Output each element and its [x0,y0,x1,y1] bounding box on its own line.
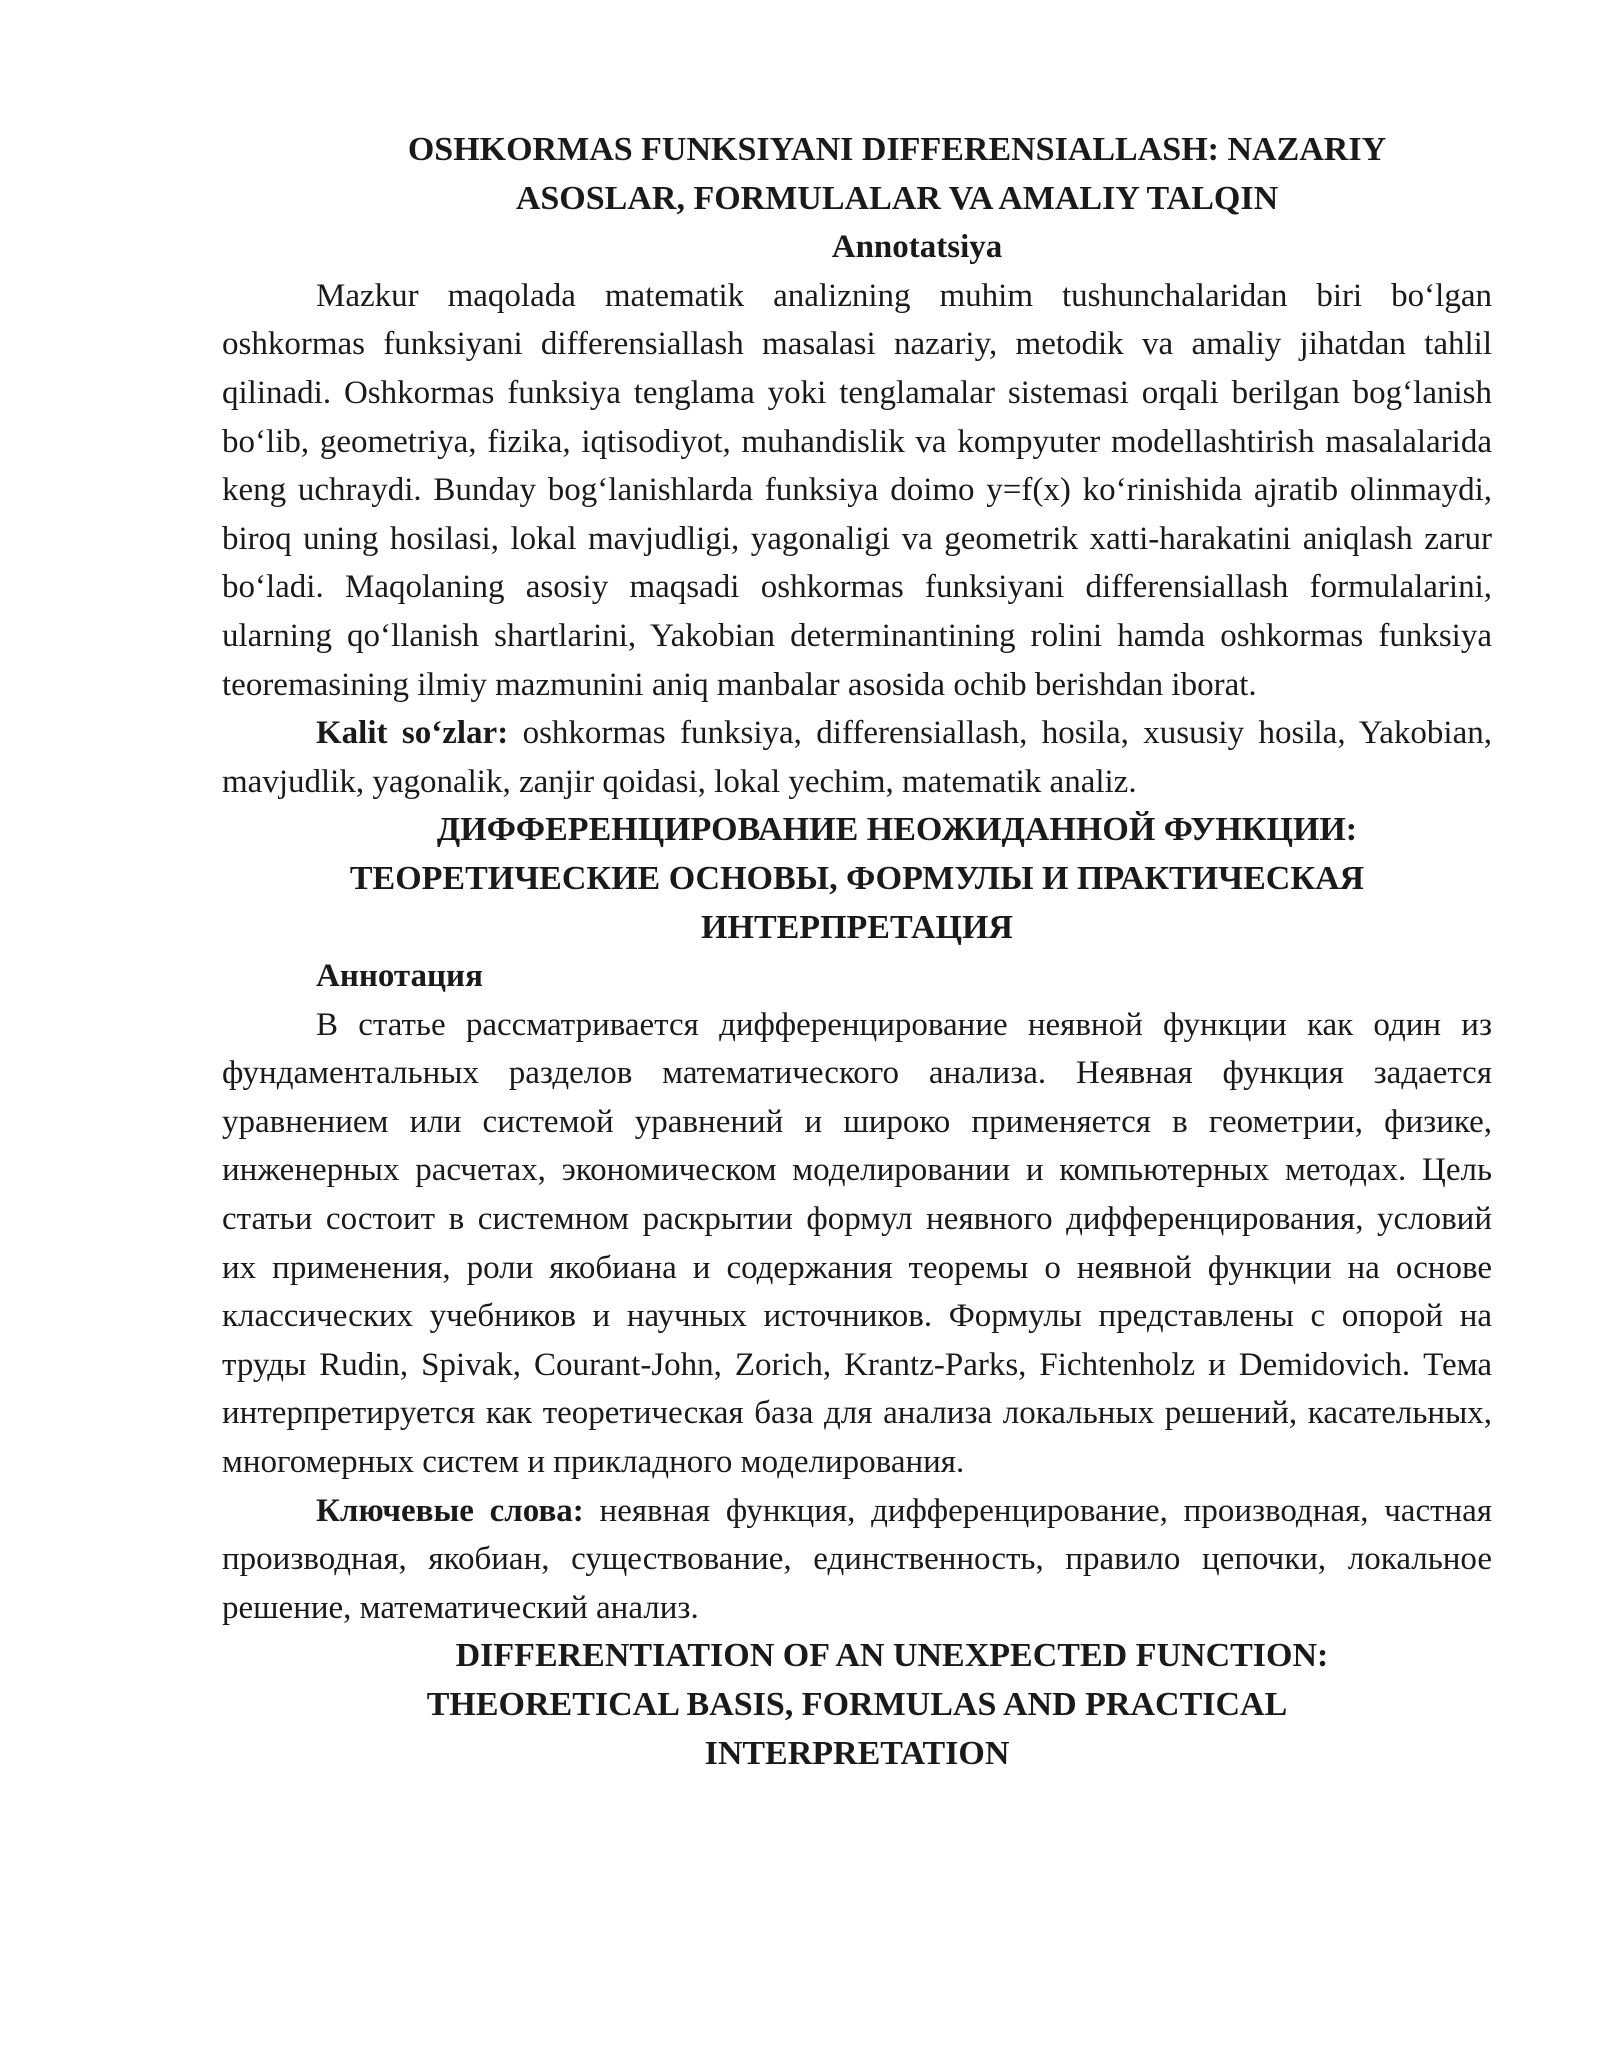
uz-keywords-text: oshkormas funksiya, differensiallash, hosila, xususiy hosila, Yakobian, mavjudlik, yagonalik, zanjir qoidasi, lokal yechim, matematik analiz. [222,715,1492,800]
en-title [222,1632,1492,1778]
en-title-line-3: INTERPRETATION [704,1734,1010,1772]
uz-title [222,126,1492,223]
document-page [222,126,1492,1778]
en-title-line-1: DIFFERENTIATION OF AN UNEXPECTED FUNCTION: [455,1637,1329,1675]
ru-keywords-text: неявная функция, дифференцирование, производная, частная производная, якобиан, существование, единственность, правило цепочки, локальное решение, математический анализ. [222,1492,1492,1626]
ru-keywords-label: Ключевые слова: [316,1492,584,1529]
ru-title-line-1: ДИФФЕРЕНЦИРОВАНИЕ НЕОЖИДАННОЙ ФУНКЦИИ: [436,811,1358,849]
uz-abstract-heading: Annotatsiya [831,229,1003,266]
uz-keywords [222,709,1492,806]
uz-abstract-text: Mazkur maqolada matematik analizning muhim tushunchalaridan biri bo‘lgan oshkormas funksiyani differensiallash masalasi nazariy, metodik va amaliy jihatdan tahlil qilinadi. Oshkormas funksiya tenglama yoki tenglamalar sistemasi orqali berilgan bog‘lanish bo‘lib, geometriya, fizika, iqtisodiyot, muhandislik va kompyuter modellashtirish masalalarida keng uchraydi. Bunday bog‘lanishlarda funksiya doimo y=f(x) ko‘rinishida ajratib olinmaydi, biroq uning hosilasi, lokal mavjudligi, yagonaligi va geometrik xatti-harakatini aniqlash zarur bo‘ladi. Maqolaning asosiy maqsadi oshkormas funksiyani differensiallash formulalarini, ularning qo‘llanish shartlarini, Yakobian determinantining rolini hamda oshkormas funksiya teoremasining ilmiy mazmunini aniq manbalar asosida ochib berishdan iborat. [222,277,1492,703]
uz-title-line-2: ASOSLAR, FORMULALAR VA AMALIY TALQIN [515,179,1279,217]
ru-abstract-heading: Аннотация [316,958,483,995]
ru-abstract-text: В статье рассматривается дифференцирование неявной функции как один из фундаментальных разделов математического анализа. Неявная функция задается уравнением или системой уравнений и широко применяется в геометрии, физике, инженерных расчетах, экономическом моделировании и компьютерных методах. Цель статьи состоит в системном раскрытии формул неявного дифференцирования, условий их применения, роли якобиана и содержания теоремы о неявной функции на основе классических учебников и научных источников. Формулы представлены с опорой на труды Rudin, Spivak, Courant-John, Zorich, Krantz-Parks, Fichtenholz и Demidovich. Тема интерпретируется как теоретическая база для анализа локальных решений, касательных, многомерных систем и прикладного моделирования. [222,1006,1492,1481]
uz-title-line-1: OSHKORMAS FUNKSIYANI DIFFERENSIALLASH: NAZARIY [407,131,1387,168]
ru-title-line-3: ИНТЕРПРЕТАЦИЯ [701,908,1013,946]
ru-keywords [222,1487,1492,1633]
en-title-line-2: THEORETICAL BASIS, FORMULAS AND PRACTICAL [426,1686,1288,1723]
ru-title-line-2: ТЕОРЕТИЧЕСКИЕ ОСНОВЫ, ФОРМУЛЫ И ПРАКТИЧЕСКАЯ [349,859,1365,897]
ru-title [222,806,1492,952]
uz-keywords-label: Kalit so‘zlar: [316,715,509,752]
